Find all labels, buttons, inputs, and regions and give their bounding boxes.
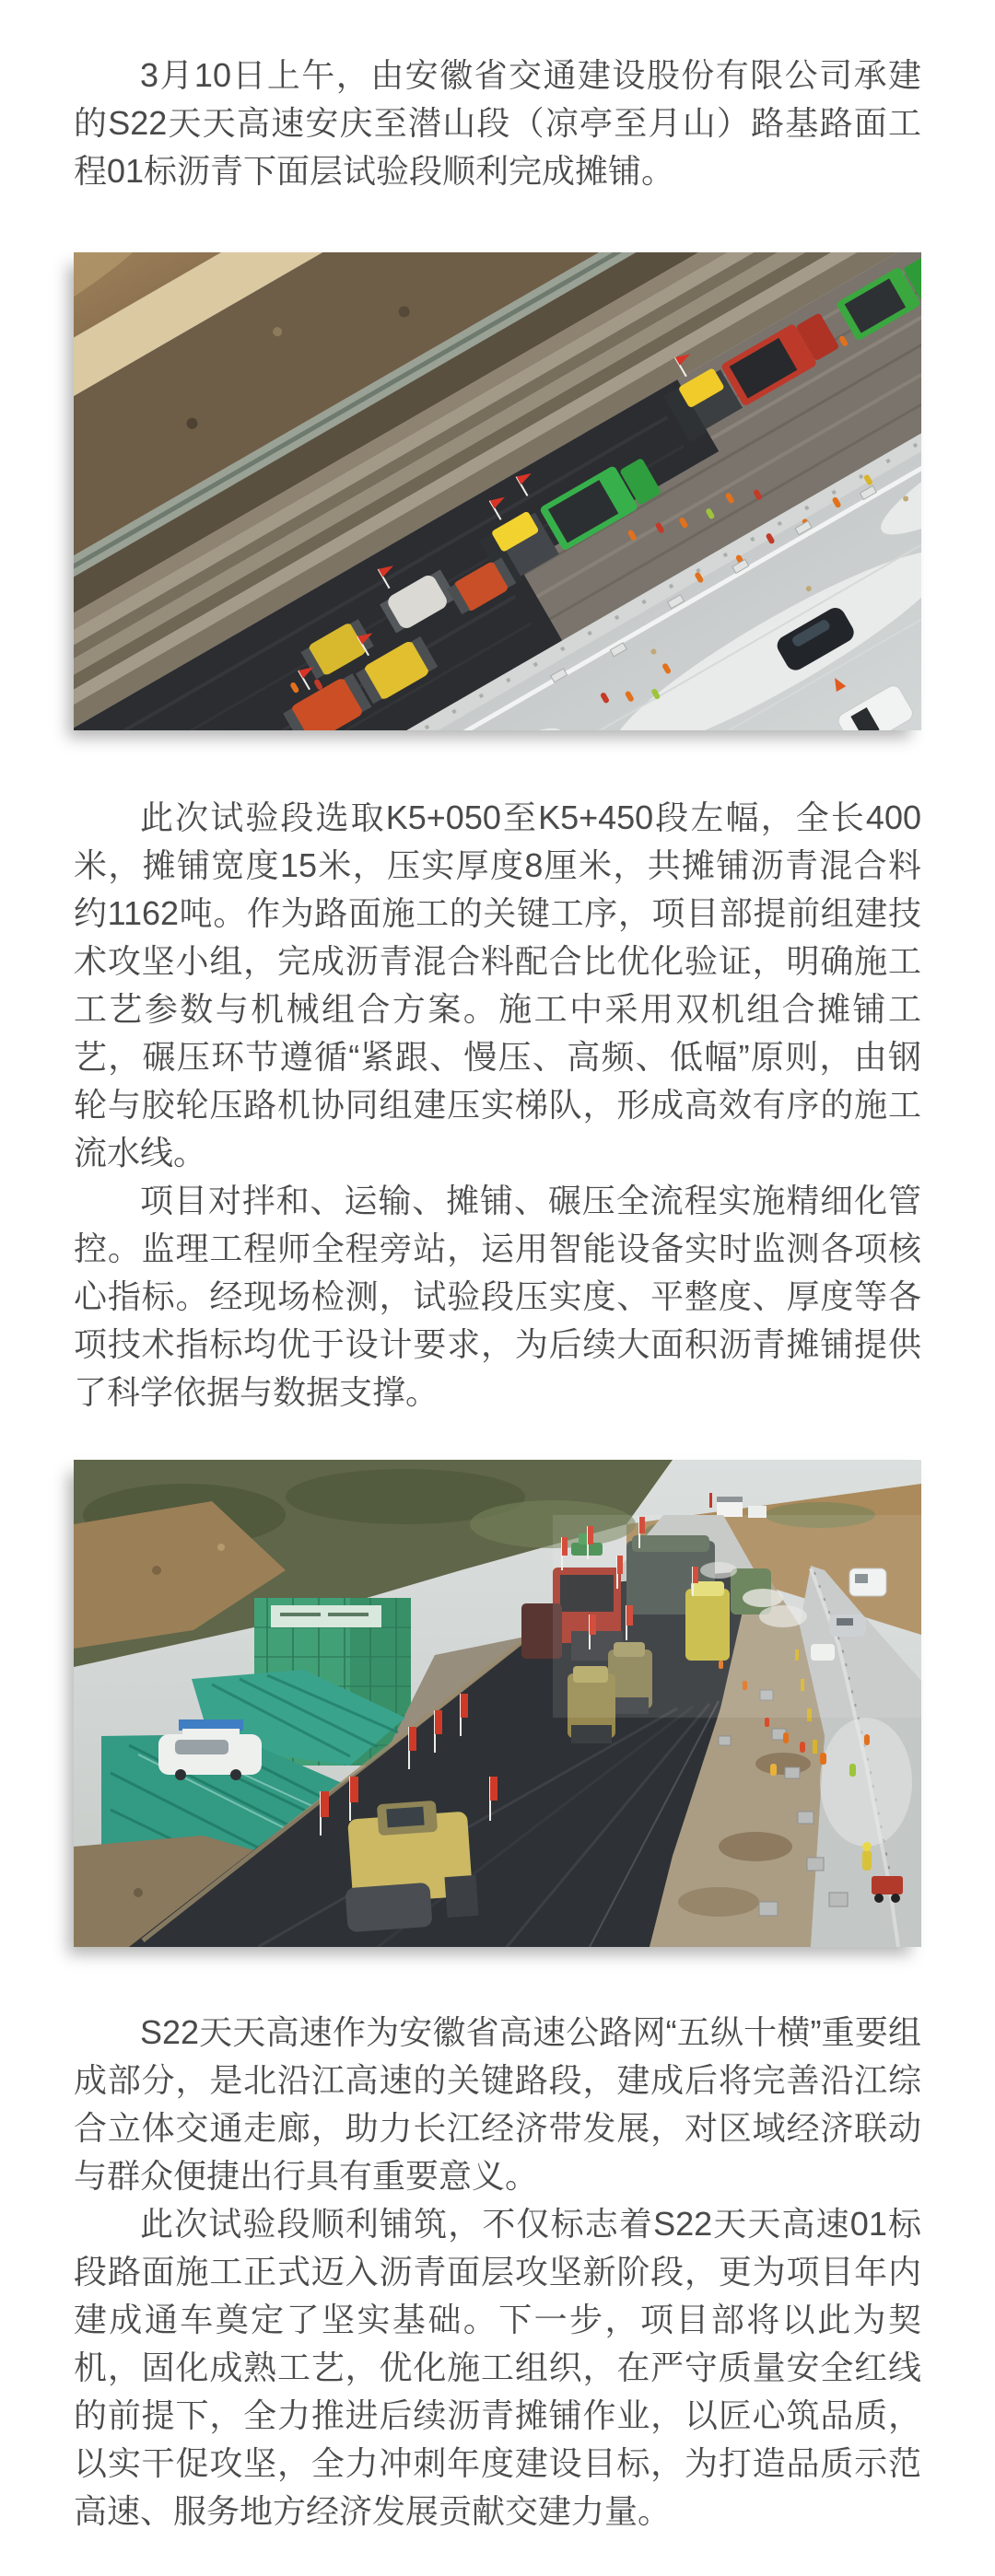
paragraph-network-significance: S22天天高速作为安徽省高速公路网“五纵十横”重要组成部分，是北沿江高速的关键路段，建成后将完善沿江综合立体交通走廊，助力长江经济带发展，对区域经济联动与群众便捷出行具有重要意义。: [74, 2013, 921, 2195]
photo-aerial-paving-illustration: [74, 252, 921, 730]
paragraph-next-steps: 此次试验段顺利铺筑，不仅标志着S22天天高速01标段路面施工正式迈入沥青面层攻坚新阶段，更为项目年内建成通车奠定了坚实基础。下一步，项目部将以此为契机，固化成熟工艺，优化施工组织，在严守质量安全红线的前提下，全力推进后续沥青摊铺作业，以匠心筑品质，以实干促攻坚，全力冲刺年度建设目标，为打造品质示范高速、服务地方经济发展贡献交建力量。: [74, 2205, 921, 2530]
roller-foreground: [345, 1801, 478, 1932]
paragraph-quality-control: 项目对拌和、运输、摊铺、碾压全流程实施精细化管控。监理工程师全程旁站，运用智能设备实时监测各项核心指标。经现场检测，试验段压实度、平整度、厚度等各项技术指标均优于设计要求，为后续大面积沥青摊铺提供了科学依据与数据支撑。: [74, 1182, 921, 1411]
photo-ground-paving-illustration: [74, 1460, 921, 1947]
paragraph-intro: 3月10日上午，由安徽省交通建设股份有限公司承建的S22天天高速安庆至潜山段（凉亭至月山）路基路面工程01标沥青下面层试验段顺利完成摊铺。: [74, 56, 921, 190]
white-car: [158, 1734, 262, 1780]
paragraph-test-section: 此次试验段选取K5+050至K5+450段左幅，全长400米，摊铺宽度15米，压实厚度8厘米，共摊铺沥青混合料约1162吨。作为路面施工的关键工序，项目部提前组建技术攻坚小组，完成沥青混合料配合比优化验证，明确施工工艺参数与机械组合方案。施工中采用双机组合摊铺工艺，碾压环节遵循“紧跟、慢压、高频、低幅”原则，由钢轮与胶轮压路机协同组建压实梯队，形成高效有序的施工流水线。: [74, 798, 921, 1171]
photo-ground-paving: [74, 1460, 921, 1947]
photo-aerial-paving: [74, 252, 921, 730]
